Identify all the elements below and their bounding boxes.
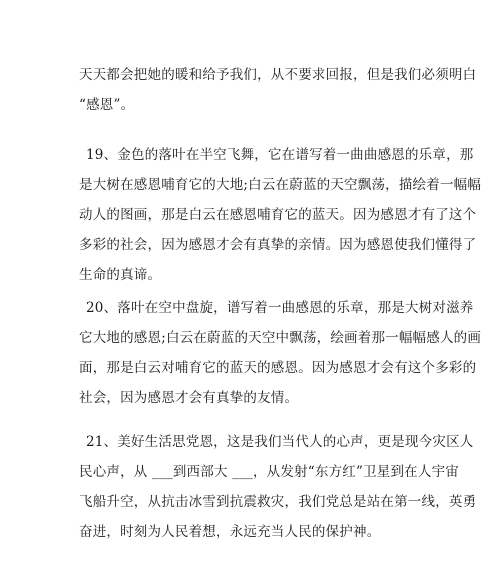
text-line: 19、金色的落叶在半空飞舞，它在谱写着一曲曲感恩的乐章，那 (86, 147, 474, 163)
text-line: 生命的真谛。 (79, 267, 162, 283)
text-line: 社会，因为感恩才会有真挚的友情。 (79, 390, 299, 406)
paragraph-19 (79, 140, 482, 290)
paragraph-20 (79, 293, 482, 413)
paragraph-intro (79, 60, 477, 120)
text-line: 多彩的社会，因为感恩才会有真挚的亲情。因为感恩使我们懂得了 (79, 237, 477, 253)
text-line: 它大地的感恩;白云在蔚蓝的天空中飘荡，绘画着那一幅幅感人的画 (79, 330, 482, 346)
text-line: “感恩”。 (79, 97, 135, 113)
paragraph-21 (79, 427, 477, 547)
text-line: 20、落叶在空中盘旋，谱写着一曲感恩的乐章，那是大树对滋养 (86, 300, 474, 316)
text-line: 天天都会把她的暖和给予我们，从不要求回报，但是我们必须明白 (79, 67, 477, 83)
text-line: 是大树在感恩哺育它的大地;白云在蔚蓝的天空飘荡，描绘着一幅幅 (79, 177, 482, 193)
text-line: 21、美好生活思党恩，这是我们当代人的心声，更是现今灾区人 (86, 434, 474, 450)
text-line: 奋进，时刻为人民着想，永远充当人民的保护神。 (79, 524, 381, 540)
text-line: 民心声，从 ___到西部大 ___，从发射“东方红”卫星到在人宇宙 (79, 464, 459, 480)
text-line: 面，那是白云对哺育它的蓝天的感恩。因为感恩才会有这个多彩的 (79, 360, 477, 376)
text-line: 动人的图画，那是白云在感恩哺育它的蓝天。因为感恩才有了这个 (79, 207, 477, 223)
text-line: 飞船升空，从抗击冰雪到抗震救灾，我们党总是站在第一线，英勇 (79, 494, 477, 510)
